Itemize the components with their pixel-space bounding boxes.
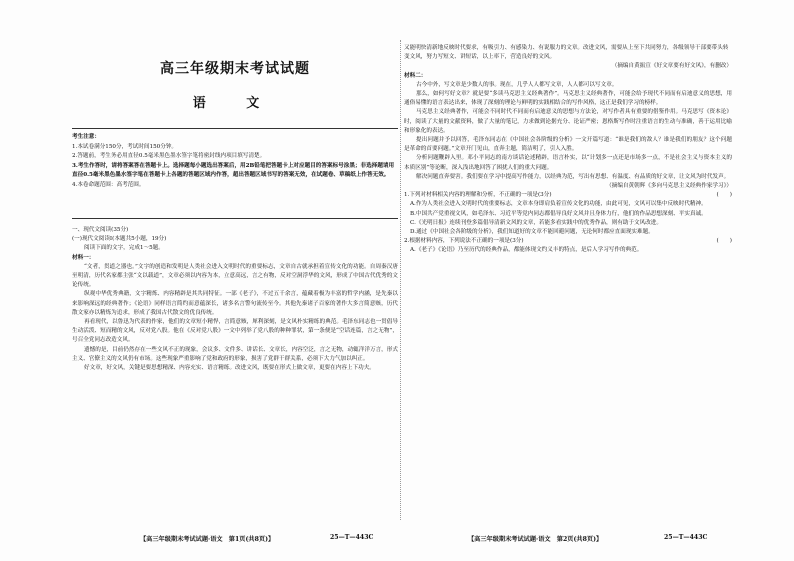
answer-paren: ( ) [716, 238, 732, 245]
question-2 [404, 237, 732, 246]
material-label: 材料二： [404, 72, 427, 79]
paragraph: 遗憾的是，目前仍然存在一些文风不正的现象，会议多、文件多、讲话长、文章长，内容空泛，言之无物，动辄洋洋万言，形式主义、官僚主义的文风仍有市场。这些现象严重影响了党和政府的形象，损害了党群干群关系，必须下大力气加以纠正。 [72, 346, 398, 362]
footer-left-code: 25—T—443C [330, 534, 374, 541]
notice-item: 3.考生作答时，请将答案答在答题卡上。选择题每小题选出答案后，用2B铅笔把答题卡上对应题目的答案标号涂黑；非选择题请用直径0.5毫米黑色墨水签字笔在答题卡上各题的答题区域内作答，超出答题区域书写的答案无效，在试题卷、草稿纸上作答无效。 [72, 162, 395, 179]
section-heading: 一、现代文阅读(35分) [72, 227, 129, 233]
option-d: D.通过《中国社会各阶级的分析》，我们知道好的文章不能回避问题，无论何时都应直面现实难题。 [410, 229, 654, 236]
notice-heading: 考生注意： [72, 134, 100, 140]
notice-item: 4.本卷命题范围：高考范围。 [72, 181, 145, 188]
paragraph: 好文章，好文风，关键是要思想精深、内容充实、语言精练。改进文风，既要在形式上做文章，更要在内容上下功夫。 [84, 365, 375, 372]
paragraph: 马克思主义经典著作，可能会不同时代不同而有启迪意义的思想与方法论，对写作者具有重要的借鉴作用。马克思写《资本论》时，阅读了大量的文献资料，做了大量的笔记，力求做到论据充分、论证严密；恩格斯写作时注重语言的生动与准确，善于运用比喻和形象化的表达。 [404, 109, 732, 134]
footer-left-label: 【高三年级期末考试试题·语文 第1页(共8页)】 [140, 536, 275, 543]
exam-subject: 语 文 [192, 96, 278, 111]
question-1-stem: 1.下列对材料相关内容的理解和分析，不正确的一项是(3分) [404, 192, 552, 199]
paragraph: 古今中外，写文章是少数人的事。现在，几乎人人都写文章，人人都可以写文章。 [416, 81, 618, 88]
question-2-stem: 2.根据材料内容，下列说法不正确的一项是(3分) [404, 238, 524, 245]
question-1 [404, 191, 732, 200]
paragraph: 又能明快清新地反映时代要求，有吸引力、有感染力、有说服力的文章。改进文风，需要从上至下共同努力，各级领导干部要带头转变文风，努力写短文、讲短话，以上率下，营造良好的文风。 [404, 45, 729, 61]
option-b: B.中国共产党重视文风，如毛泽东、习近平等党内同志都倡导良好文风并且身体力行，他们的作品思想深刻、平实真诚。 [410, 210, 707, 217]
instruction: 阅读下面的文字，完成1～5题。 [84, 245, 164, 252]
answer-paren: ( ) [716, 192, 732, 199]
paragraph: 分析问题鞭辟入里。邓小平同志的南方谈话论述精辟，语言朴实，以“计划多一点还是市场多一点，不是社会主义与资本主义的本质区别”等论断，深入浅出地回答了困扰人们的重大问题。 [404, 155, 732, 171]
left-body [72, 226, 398, 373]
material-label: 材料一： [72, 254, 95, 261]
notice-rule [72, 218, 398, 219]
source-citation: （摘编自黄振宣《好文章要有好文风》，有删改） [611, 63, 732, 70]
option-c: C.《光明日报》连续刊登多篇倡导清新文风的文章，若能多看实践中的优秀作品，则有助于文风改进。 [410, 219, 662, 226]
paragraph: “文者，贯道之器也。”文字的创造和发明是人类社会进入文明时代的重要标志，文章自古就承担着宣传文化的功能。自周秦汉唐至明清，历代名家都主张“文以载道”，文章必须以内容为本，立意高远，言之有物，反对空洞浮华的文风，形成了中国古代优秀的文论传统。 [72, 263, 398, 289]
option-a: A.《老子》《论语》乃至历代的经典作品，都能体现文约义丰的特点，是后人学习写作的典范。 [410, 247, 643, 254]
option-a: A.作为人类社会进入文明时代的重要标志，文章本身即肩负着宣传文化的功能，由此可见，文风可以集中反映时代精神。 [410, 201, 707, 208]
top-rule [72, 128, 398, 129]
footer-right-label: 【高三年级期末考试试题·语文 第2页(共8页)】 [468, 536, 603, 543]
right-body [404, 44, 732, 256]
notice-item: 1.本试卷满分150分，考试时间150分钟。 [72, 143, 178, 150]
paragraph: 那么，如何写好文章？就是要“多读马克思主义经典著作”。马克思主义经典著作，可能会给予现代不同而有启迪意义的思想，用通俗易懂的语言表达出来，体现了深刻的理论与鲜明的实践相结合的写作风格，这正是我们学习的榜样。 [404, 91, 732, 107]
notice-item: 2.答题前，考生务必用直径0.5毫米黑色墨水签字笔将密封线内项目填写清楚。 [72, 153, 266, 160]
notice-block [72, 133, 398, 191]
paragraph: 再看现代，以鲁迅为代表的作家，他们的文章短小精悍，言简意赅，犀利深刻，是文风朴实精练的典范。毛泽东同志也一贯倡导生动活泼、短而精的文风，反对党八股。他在《反对党八股》一文中列举了党八股的种种罪状，第一条便是“空话连篇，言之无物”，号召全党同志改造文风。 [72, 319, 398, 344]
section-sub: (一)现代文阅读Ⅰ(本题共5小题，19分) [72, 236, 167, 243]
paragraph: 纵观中华优秀典籍，文字精炼、内容精辟是其共同特征。一部《老子》，不过五千余言，蕴藏着极为丰富的哲学内涵，是先秦以来影响深远的经典著作；《论语》同样语言简约而意蕴深长，诸多名言警句流传至今。其他先秦诸子百家的著作大多言简意赅，历代散文家亦以精炼为追求，形成了我国古代散文的优良传统。 [72, 291, 398, 316]
exam-title: 高三年级期末考试试题 [160, 61, 310, 77]
footer-right-code: 25—T—443C [664, 534, 708, 541]
paragraph: 解决问题直奔要害。我们要在学习中提高写作能力，以经典为范，写出有思想、有温度、有品质的好文章，让文风为时代发声。 [416, 173, 730, 180]
paragraph: 提出问题并予以回答，毛泽东同志在《中国社会各阶级的分析》一文开篇写道：“谁是我们的敌人？谁是我们的朋友？这个问题是革命的首要问题。”文章开门见山，直奔主题，简洁明了，引人入胜。 [404, 137, 732, 153]
source-citation: （摘编自黄朝辉《多向马克思主义经典作家学习》） [606, 183, 732, 190]
column-divider [400, 40, 401, 520]
